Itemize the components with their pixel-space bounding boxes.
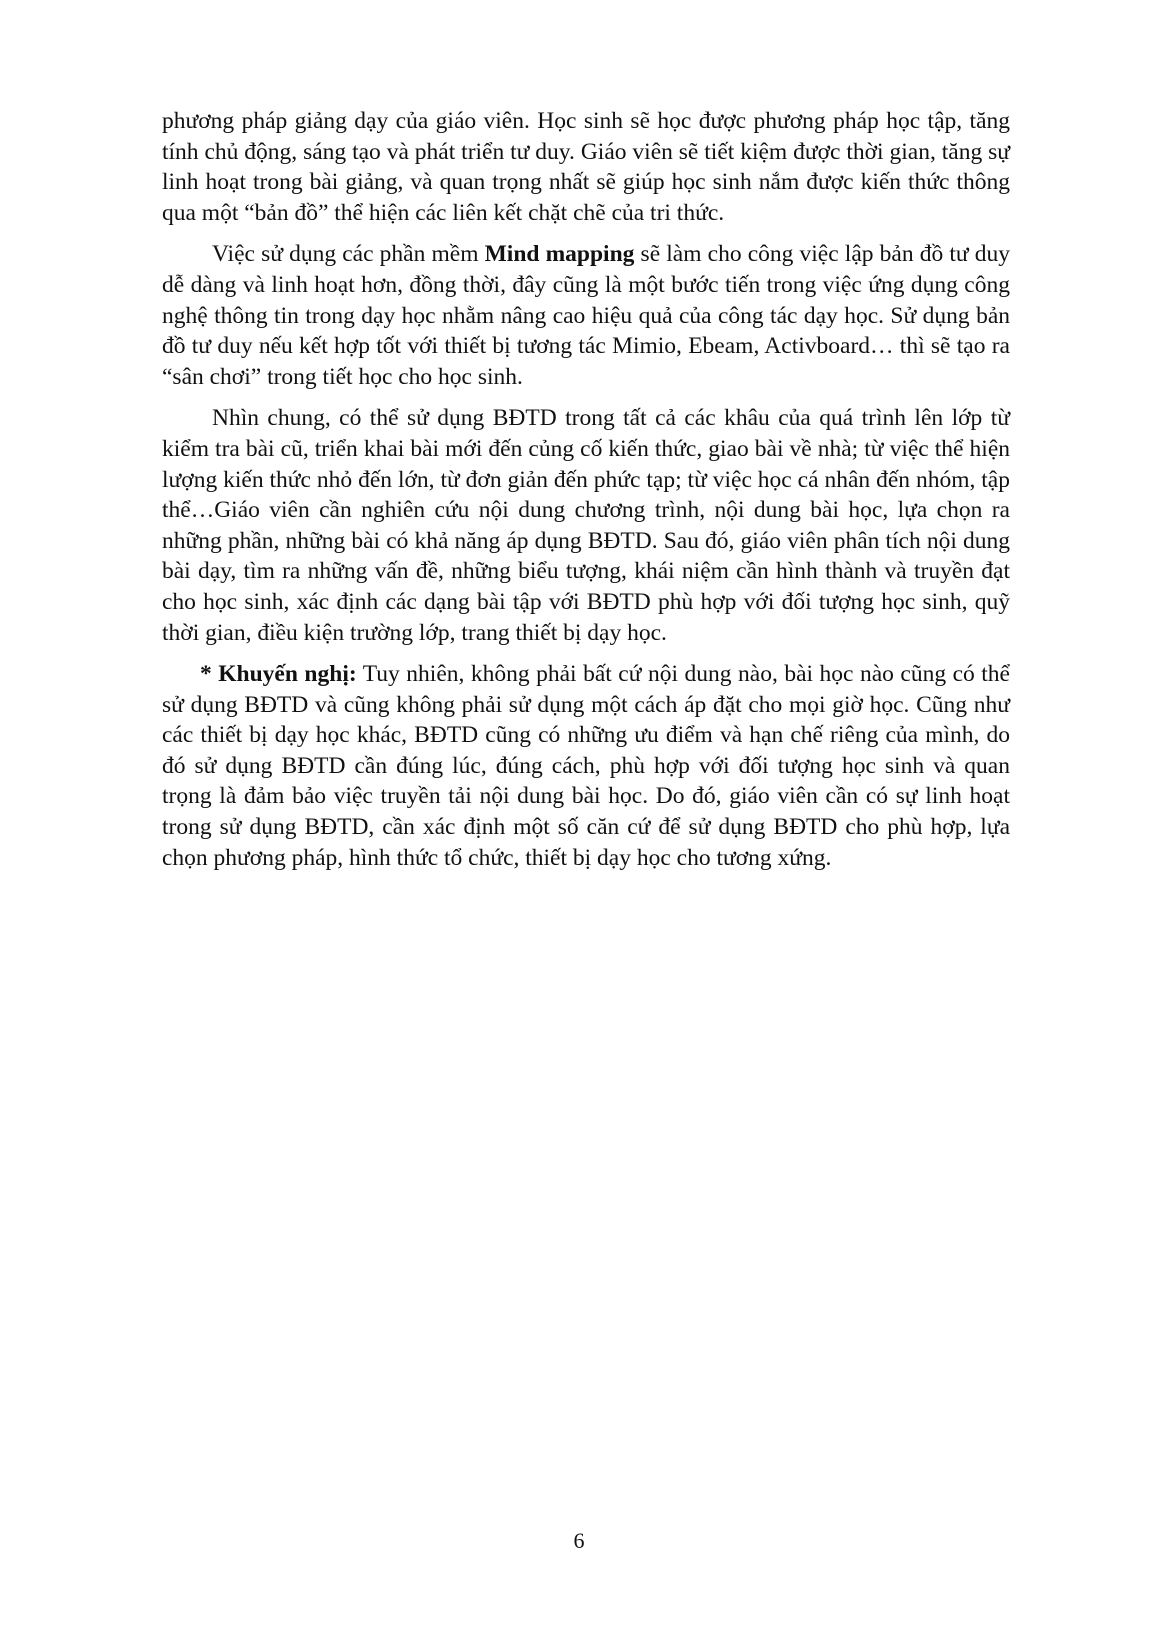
- mind-mapping-term: Mind mapping: [484, 241, 635, 268]
- recommendation-text: Tuy nhiên, không phải bất cứ nội dung nào, bài học nào cũng có thể sử dụng BĐTD và cũng không phải sử dụng một cách áp đặt cho mọi giờ học. Cũng như các thiết bị dạy học khác, BĐTD cũng có những ưu điểm và hạn chế riêng của mình, do đó sử dụng BĐTD cần đúng lúc, đúng cách, phù hợp với đối tượng học sinh và quan trọng là đảm bảo việc truyền tải nội dung bài học. Do đó, giáo viên cần có sự linh hoạt trong sử dụng BĐTD, cần xác định một số căn cứ để sử dụng BĐTD cho phù hợp, lựa chọn phương pháp, hình thức tổ chức, thiết bị dạy học cho tương xứng.: [162, 661, 1010, 871]
- paragraph-intro: phương pháp giảng dạy của giáo viên. Học sinh sẽ học được phương pháp học tập, tăng tính chủ động, sáng tạo và phát triển tư duy. Giáo viên sẽ tiết kiệm được thời gian, tăng sự linh hoạt trong bài giảng, và quan trọng nhất sẽ giúp học sinh nắm được kiến thức thông qua một “bản đồ” thể hiện các liên kết chặt chẽ của tri thức.: [162, 108, 1010, 226]
- recommendation-heading: * Khuyến nghị:: [200, 661, 357, 688]
- body-text: [162, 106, 1010, 884]
- paragraph-mind-mapping-rest: sẽ làm cho công việc lập bản đồ tư duy dễ dàng và linh hoạt hơn, đồng thời, đây cũng là một bước tiến trong việc ứng dụng công nghệ thông tin trong dạy học nhằm nâng cao hiệu quả của công tác dạy học. Sử dụng bản đồ tư duy nếu kết hợp tốt với thiết bị tương tác Mimio, Ebeam, Activboard… thì sẽ tạo ra “sân chơi” trong tiết học cho học sinh.: [162, 241, 1010, 390]
- paragraph-overview: Nhìn chung, có thể sử dụng BĐTD trong tất cả các khâu của quá trình lên lớp từ kiểm tra bài cũ, triển khai bài mới đến củng cố kiến thức, giao bài về nhà; từ việc thể hiện lượng kiến thức nhỏ đến lớn, từ đơn giản đến phức tạp; từ việc học cá nhân đến nhóm, tập thể…Giáo viên cần nghiên cứu nội dung chương trình, nội dung bài học, lựa chọn ra những phần, những bài có khả năng áp dụng BĐTD. Sau đó, giáo viên phân tích nội dung bài dạy, tìm ra những vấn đề, những biểu tượng, khái niệm cần hình thành và truyền đạt cho học sinh, xác định các dạng bài tập với BĐTD phù hợp với đối tượng học sinh, quỹ thời gian, điều kiện trường lớp, trang thiết bị dạy học.: [162, 405, 1010, 646]
- page-number: 6: [573, 1528, 585, 1553]
- paragraph-mind-mapping: [162, 239, 1010, 392]
- paragraph-mind-mapping-lead: Việc sử dụng các phần mềm: [212, 241, 485, 268]
- paragraph-recommendation: [162, 659, 1010, 873]
